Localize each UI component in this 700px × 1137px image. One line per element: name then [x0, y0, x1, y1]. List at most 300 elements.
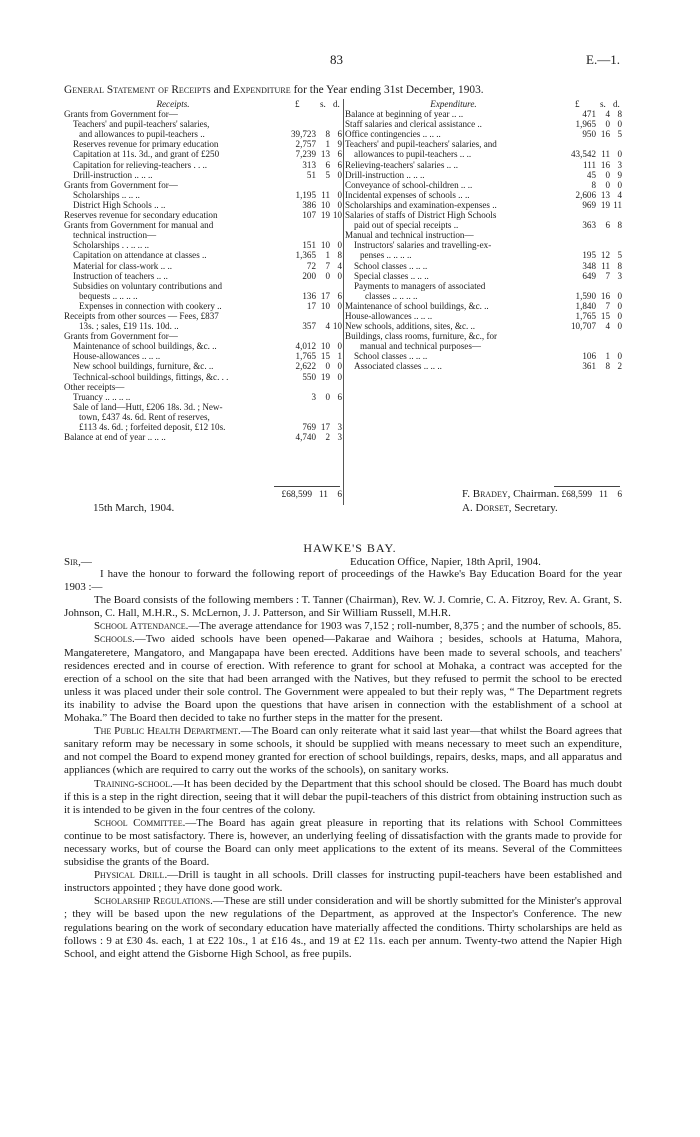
expenditure-item-label: Maintenance of school buildings, &c. ..: [345, 300, 489, 311]
pounds-heading: £: [575, 99, 580, 109]
amount-pounds: 471: [582, 109, 596, 120]
amount-shillings: 10: [320, 199, 330, 210]
shillings-heading: s.: [600, 99, 606, 109]
expenditure-item-label: Manual and technical instruction—: [345, 230, 474, 241]
expenditure-item-label: Salaries of staffs of District High Schools: [345, 210, 497, 221]
amount-pounds: 8: [591, 179, 596, 190]
receipt-row: [64, 311, 342, 321]
amount-pounds: [282, 180, 316, 190]
receipt-item-label: Grants from Government for manual and: [64, 220, 214, 231]
expenditure-item-label: Staff salaries and clerical assistance ..: [345, 119, 482, 130]
amount-pounds: [282, 119, 316, 129]
receipt-item-label: Sale of land—Hutt, £206 18s. 3d. ; New-: [73, 401, 223, 412]
amount-pounds: [562, 210, 596, 220]
expenditure-row: [345, 351, 622, 361]
amount-pence: [330, 109, 342, 119]
expenditure-row: [345, 149, 622, 159]
receipts-column: [64, 99, 342, 442]
receipt-item-label: Expenses in connection with cookery ..: [79, 300, 222, 311]
expenditure-item-amount: [562, 160, 622, 170]
amount-pence: 8: [617, 220, 622, 231]
amount-pounds: 969: [582, 199, 596, 210]
receipt-item-label: Grants from Government for—: [64, 109, 178, 120]
expenditure-item-label: Relieving-teachers' salaries .. ..: [345, 159, 458, 170]
amount-shillings: 11: [321, 189, 330, 200]
receipt-item-amount: [282, 281, 342, 291]
amount-pounds: [282, 331, 316, 341]
expenditure-item-label: Associated classes .. .. ..: [354, 361, 442, 372]
amount-shillings: 1: [325, 250, 330, 261]
expenditure-row: [345, 230, 622, 240]
amount-shillings: [316, 412, 330, 422]
amount-pence: 0: [337, 361, 342, 372]
receipt-row: [64, 240, 342, 250]
paragraph-heading: Physical Drill.: [94, 869, 168, 882]
amount-pounds: 51: [306, 169, 316, 180]
amount-pence: 3: [337, 432, 342, 443]
receipt-row: [64, 149, 342, 159]
amount-pounds: [282, 281, 316, 291]
expenditure-item-label: classes .. .. .. ..: [365, 290, 418, 301]
amount-pence: 0: [617, 179, 622, 190]
expenditure-item-amount: [562, 139, 622, 149]
amount-pence: 0: [337, 240, 342, 251]
amount-pounds: 313: [302, 159, 316, 170]
amount-pence: 9: [617, 169, 622, 180]
amount-pence: 0: [617, 290, 622, 301]
report-paragraph: [64, 620, 622, 633]
expenditure-item-amount: [562, 119, 622, 129]
amount-shillings: 10: [320, 240, 330, 251]
amount-pounds: 361: [582, 361, 596, 372]
amount-shillings: 7: [605, 270, 610, 281]
receipt-row: [64, 422, 342, 432]
statement-date: 15th March, 1904.: [93, 502, 175, 514]
salutation-text: Sir,—: [64, 556, 92, 568]
amount-pence: 0: [337, 199, 342, 210]
paragraph-text: —Drill is taught in all schools. Drill classes for instructing pupil-teachers have been established and instructors appointed ; they have done good work.: [64, 869, 622, 895]
receipts-total-rule: [274, 486, 340, 487]
amount-pounds: 4,012: [295, 341, 316, 352]
receipt-item-label: Teachers' and pupil-teachers' salaries,: [73, 119, 210, 130]
receipt-item-label: 13s. ; sales, £19 11s. 10d. ..: [79, 321, 179, 332]
paragraph-text: —The average attendance for 1903 was 7,152 ; roll-number, 8,375 ; and the number of schools, 85.: [188, 620, 622, 633]
receipt-item-amount: [282, 210, 342, 220]
paragraph-text: —It has been decided by the Department that this school should be closed. The Board has much doubt if this is a step in the right direction, seeing that it will debar the pupil-teachers of this district from obtaining instruction such as it is intended to be given in the four centres of the colony.: [64, 777, 622, 816]
amount-shillings: 4: [605, 321, 610, 332]
expenditure-row: [345, 250, 622, 260]
amount-shillings: [596, 281, 610, 291]
amount-pounds: 2,622: [295, 361, 316, 372]
amount-pence: [610, 230, 622, 240]
expenditure-item-amount: [562, 200, 622, 210]
amount-pence: [330, 412, 342, 422]
paragraph-heading: Training-school.: [94, 777, 173, 790]
pence-heading: d.: [333, 99, 340, 109]
amount-shillings: 4: [325, 321, 330, 332]
amount-pounds: [282, 382, 316, 392]
expenditure-row: [345, 129, 622, 139]
expenditure-item-amount: [562, 351, 622, 361]
amount-shillings: [316, 311, 330, 321]
amount-shillings: [596, 240, 610, 250]
salutation: [64, 556, 92, 568]
title-part-2: and: [210, 84, 234, 96]
amount-pence: [330, 281, 342, 291]
amount-pence: 6: [337, 129, 342, 140]
receipt-item-amount: [282, 139, 342, 149]
report-paragraph: [64, 725, 622, 777]
chairman-name: F. Bradey: [462, 488, 508, 500]
amount-pence: [610, 210, 622, 220]
expenditure-item-amount: [562, 331, 622, 341]
receipt-row: [64, 271, 342, 281]
receipt-row: [64, 160, 342, 170]
amount-pence: 0: [337, 270, 342, 281]
page-header: [0, 52, 700, 70]
amount-shillings: [316, 109, 330, 119]
receipt-row: [64, 382, 342, 392]
expenditure-row: [345, 180, 622, 190]
expenditure-item-amount: [562, 210, 622, 220]
amount-pence: 0: [337, 189, 342, 200]
amount-pence: [330, 402, 342, 412]
expenditure-row: [345, 160, 622, 170]
amount-pence: [330, 119, 342, 129]
paragraph-text: I have the honour to forward the following report of proceedings of the Hawke's Bay Education Board for the year 1903 :—: [64, 568, 622, 594]
amount-pence: 3: [617, 159, 622, 170]
expenditure-total-shillings: 11: [598, 490, 608, 500]
receipt-item-label: Subsidies on voluntary contributions and: [73, 280, 223, 291]
report-paragraph: [64, 895, 622, 960]
expenditure-item-label: penses .. .. .. ..: [360, 250, 412, 261]
paragraph-heading: The Public Health Department.: [94, 725, 241, 738]
amount-pence: [330, 331, 342, 341]
report-paragraph: [64, 817, 622, 869]
expenditure-item-amount: [562, 341, 622, 351]
expenditure-item-label: Buildings, class rooms, furniture, &c., for: [345, 331, 498, 342]
amount-pence: 1: [337, 351, 342, 362]
paragraph-text: The Board consists of the following members : T. Tanner (Chairman), Rev. W. J. Comrie, C. A. Fitzroy, Rev. A. Grant, S. Johnson, C. Hall, M.H.R., S. McLernon, J. J. Patterson, and Sir William Russell, M.H.R.: [64, 594, 622, 620]
paragraph-heading: School Attendance.: [94, 620, 189, 633]
receipt-item-amount: [282, 422, 342, 432]
expenditure-row: [345, 200, 622, 210]
amount-shillings: 16: [600, 159, 610, 170]
expenditure-row: [345, 220, 622, 230]
expenditure-row: [345, 190, 622, 200]
receipt-row: [64, 180, 342, 190]
expenditure-item-label: House-allowances .. .. ..: [345, 310, 433, 321]
title-part-4: for the Year ending 31st December, 1903.: [290, 84, 484, 96]
chairman-role: , Chairman.: [507, 488, 560, 500]
amount-shillings: 12: [600, 250, 610, 261]
receipt-item-label: Maintenance of school buildings, &c. ..: [73, 341, 217, 352]
expenditure-item-amount: [562, 281, 622, 291]
expenditure-item-label: paid out of special receipts ..: [354, 220, 459, 231]
expenditure-item-amount: [562, 170, 622, 180]
receipt-item-amount: [282, 240, 342, 250]
expenditure-item-amount: [562, 240, 622, 250]
amount-shillings: [316, 119, 330, 129]
amount-pounds: 43,542: [570, 149, 596, 160]
expenditure-item-label: Payments to managers of associated: [354, 280, 486, 291]
amount-pence: 3: [617, 270, 622, 281]
receipt-item-label: Capitation for relieving-teachers . . ..: [73, 159, 208, 170]
expenditure-item-label: allowances to pupil-teachers .. ..: [354, 149, 472, 160]
amount-pounds: 111: [583, 159, 596, 170]
expenditure-row: [345, 311, 622, 321]
amount-pounds: 649: [582, 270, 596, 281]
receipt-item-amount: [282, 432, 342, 442]
amount-shillings: [316, 331, 330, 341]
receipts-heading: Receipts.: [156, 99, 190, 109]
amount-shillings: [316, 402, 330, 412]
expenditure-item-amount: [562, 361, 622, 371]
report-paragraph: [64, 869, 622, 895]
receipt-item-label: Receipts from other sources — Fees, £837: [64, 310, 219, 321]
amount-shillings: [596, 139, 610, 149]
expenditure-item-label: manual and technical purposes—: [360, 341, 481, 352]
amount-pounds: [562, 341, 596, 351]
expenditure-row: [345, 341, 622, 351]
amount-pounds: 3: [311, 391, 316, 402]
amount-pounds: 45: [586, 169, 596, 180]
receipt-item-amount: [282, 230, 342, 240]
expenditure-row: [345, 240, 622, 250]
receipt-row: [64, 119, 342, 129]
receipt-item-amount: [282, 170, 342, 180]
receipt-item-label: House-allowances .. .. ..: [73, 351, 161, 362]
amount-shillings: 15: [320, 351, 330, 362]
expenditure-total: [552, 490, 622, 500]
receipt-item-label: Grants from Government for—: [64, 179, 178, 190]
amount-pence: [330, 311, 342, 321]
statement-title: [64, 84, 620, 96]
receipt-item-label: Scholarships . . .. .. ..: [73, 240, 150, 251]
receipt-item-label: Capitation at 11s. 3d., and grant of £250: [73, 149, 220, 160]
receipt-row: [64, 402, 342, 412]
expenditure-total-pounds: £68,599: [561, 490, 592, 500]
district-heading: HAWKE'S BAY.: [303, 541, 397, 555]
amount-pence: 5: [617, 129, 622, 140]
amount-pounds: 72: [306, 260, 316, 271]
amount-pounds: 17: [306, 300, 316, 311]
expenditure-item-label: New schools, additions, sites, &c. ..: [345, 321, 476, 332]
receipt-row: [64, 372, 342, 382]
expenditure-row: [345, 301, 622, 311]
amount-pounds: 2,606: [575, 189, 596, 200]
expenditure-row: [345, 109, 622, 119]
expenditure-row: [345, 291, 622, 301]
receipt-item-label: £113 4s. 6d. ; forfeited deposit, £12 10s.: [79, 422, 226, 432]
receipt-item-amount: [282, 372, 342, 382]
receipt-item-amount: [282, 220, 342, 230]
amount-pence: 6: [337, 391, 342, 402]
amount-pounds: 348: [582, 260, 596, 271]
amount-pence: 0: [617, 351, 622, 362]
page-reference: E.—1.: [586, 52, 620, 67]
receipt-row: [64, 200, 342, 210]
receipt-item-amount: [282, 149, 342, 159]
receipts-total-pounds: £68,599: [281, 490, 312, 500]
receipt-item-label: Drill-instruction .. .. ..: [73, 169, 153, 180]
amount-pounds: 363: [582, 220, 596, 231]
secretary-role: , Secretary.: [508, 502, 558, 514]
receipt-row: [64, 109, 342, 119]
amount-pounds: 2,757: [295, 139, 316, 150]
expenditure-item-amount: [562, 301, 622, 311]
amount-shillings: 2: [325, 432, 330, 443]
expenditure-row: [345, 321, 622, 331]
shillings-heading: s.: [320, 99, 326, 109]
receipts-rows: [64, 109, 342, 442]
receipt-item-amount: [282, 291, 342, 301]
amount-pounds: 1,765: [295, 351, 316, 362]
amount-pounds: 950: [582, 129, 596, 140]
amount-pounds: 136: [302, 290, 316, 301]
receipt-item-amount: [282, 180, 342, 190]
receipt-item-label: and allowances to pupil-teachers ..: [79, 129, 205, 140]
amount-shillings: 15: [600, 310, 610, 321]
receipt-item-label: technical instruction—: [73, 230, 157, 241]
expenditure-column: [345, 99, 622, 372]
receipt-row: [64, 250, 342, 260]
receipt-item-amount: [282, 382, 342, 392]
receipt-row: [64, 230, 342, 240]
receipt-row: [64, 129, 342, 139]
amount-pence: 2: [617, 361, 622, 372]
amount-pence: 6: [337, 290, 342, 301]
amount-shillings: 7: [605, 300, 610, 311]
amount-pounds: [282, 402, 316, 412]
amount-pounds: 200: [302, 270, 316, 281]
amount-shillings: 19: [320, 210, 330, 221]
amount-pounds: [562, 281, 596, 291]
amount-pence: 0: [617, 149, 622, 160]
secretary-name: A. Dorset: [462, 502, 509, 514]
amount-shillings: 0: [605, 119, 610, 130]
receipt-row: [64, 331, 342, 341]
expenditure-total-rule: [554, 486, 620, 487]
expenditure-row: [345, 271, 622, 281]
receipt-item-amount: [282, 261, 342, 271]
amount-shillings: 1: [605, 351, 610, 362]
expenditure-item-label: Teachers' and pupil-teachers' salaries, and: [345, 139, 497, 150]
receipts-total: [272, 490, 342, 500]
paragraph-text: —These are still under consideration and will be shortly submitted for the Minister's approval ; they will be based upon the new regulations of the Department, as approved at the Inspector's Conference. The new regulations bearing on the work of secondary education have materially affected the conditions. Thirty scholarships are held as follows : 9 at £30 4s. each, 1 at £22 10s., 1 at £16 4s., and 19 at £2 11s. each per annum. Twenty-two attend the Napier High School, and eight attend the Gisborne High School, as free pupils.: [64, 895, 622, 960]
expenditure-row: [345, 210, 622, 220]
receipt-item-amount: [282, 321, 342, 331]
expenditure-heading-row: [345, 99, 622, 109]
amount-shillings: 10: [320, 300, 330, 311]
receipt-item-amount: [282, 160, 342, 170]
receipt-item-label: New school buildings, furniture, &c. ..: [73, 361, 214, 372]
amount-pounds: 1,965: [575, 119, 596, 130]
expenditure-item-label: School classes .. .. ..: [354, 351, 428, 362]
expenditure-rows: [345, 109, 622, 371]
paragraph-text: —The Board has again great pleasure in reporting that its relations with School Committees continue to be most satisfactory. There is, however, an underlying feeling of dissatisfaction with the grants made to provide for necessary works, but of course the Board can only meet applications to the extent of its means. Several of the Committees subsidise the grants of the Board.: [64, 816, 622, 869]
amount-pence: 4: [617, 189, 622, 200]
expenditure-item-amount: [562, 311, 622, 321]
amount-pounds: 10,707: [570, 321, 596, 332]
amount-pence: 0: [337, 300, 342, 311]
amount-pence: 9: [337, 139, 342, 150]
column-divider: [343, 99, 344, 505]
amount-pounds: [562, 331, 596, 341]
title-part-1: General Statement of Receipts: [64, 84, 211, 96]
amount-shillings: 1: [325, 139, 330, 150]
amount-shillings: 0: [605, 179, 610, 190]
receipt-item-amount: [282, 190, 342, 200]
receipt-item-label: District High Schools .. ..: [73, 199, 166, 210]
receipt-item-amount: [282, 331, 342, 341]
receipt-item-amount: [282, 250, 342, 260]
receipt-item-amount: [282, 311, 342, 321]
amount-pence: 0: [337, 341, 342, 352]
pounds-heading: £: [295, 99, 300, 109]
amount-shillings: 11: [601, 260, 610, 271]
receipt-item-label: Instruction of teachers .. ..: [73, 270, 168, 281]
amount-pence: [610, 281, 622, 291]
amount-pounds: 107: [302, 210, 316, 221]
amount-shillings: 19: [320, 371, 330, 382]
amount-pence: 11: [613, 199, 622, 210]
amount-shillings: 11: [601, 149, 610, 160]
receipt-item-label: Technical-school buildings, fittings, &c. . .: [73, 371, 229, 382]
report-paragraph: [64, 594, 622, 620]
amount-shillings: [316, 180, 330, 190]
receipt-item-label: Truancy .. .. .. ..: [73, 391, 131, 402]
expenditure-row: [345, 331, 622, 341]
amount-pounds: 550: [302, 371, 316, 382]
amount-shillings: 16: [600, 290, 610, 301]
report-paragraph: [64, 778, 622, 817]
receipt-item-label: Scholarships .. .. ..: [73, 189, 140, 200]
amount-pounds: 106: [582, 351, 596, 362]
receipt-row: [64, 351, 342, 361]
expenditure-item-label: Conveyance of school-children .. ..: [345, 179, 473, 190]
amount-pounds: 1,365: [295, 250, 316, 261]
paragraph-heading: Schools.: [94, 633, 135, 646]
amount-pence: 0: [617, 310, 622, 321]
office-line: Education Office, Napier, 18th April, 1904.: [350, 556, 541, 568]
paragraph-heading: Scholarship Regulations.: [94, 895, 213, 908]
amount-pence: 6: [337, 149, 342, 160]
amount-pounds: 1,590: [575, 290, 596, 301]
amount-pence: 8: [617, 109, 622, 120]
expenditure-item-label: Balance at beginning of year .. ..: [345, 109, 464, 120]
amount-pence: [330, 180, 342, 190]
receipt-row: [64, 301, 342, 311]
expenditure-item-amount: [562, 261, 622, 271]
expenditure-item-label: Scholarships and examination-expenses ..: [345, 199, 497, 210]
amount-shillings: 0: [325, 270, 330, 281]
amount-shillings: 7: [325, 260, 330, 271]
amount-shillings: [596, 341, 610, 351]
expenditure-row: [345, 361, 622, 371]
amount-pounds: 1,195: [295, 189, 316, 200]
receipt-item-amount: [282, 301, 342, 311]
receipt-item-amount: [282, 119, 342, 129]
amount-pounds: 1,765: [575, 310, 596, 321]
expenditure-item-amount: [562, 149, 622, 159]
receipt-item-label: town, £437 4s. 6d. Rent of reserves,: [79, 411, 210, 422]
amount-pounds: 357: [302, 321, 316, 332]
report-body: [64, 568, 622, 961]
amount-pounds: 4,740: [295, 432, 316, 443]
expenditure-item-amount: [562, 230, 622, 240]
amount-pounds: 7,239: [295, 149, 316, 160]
